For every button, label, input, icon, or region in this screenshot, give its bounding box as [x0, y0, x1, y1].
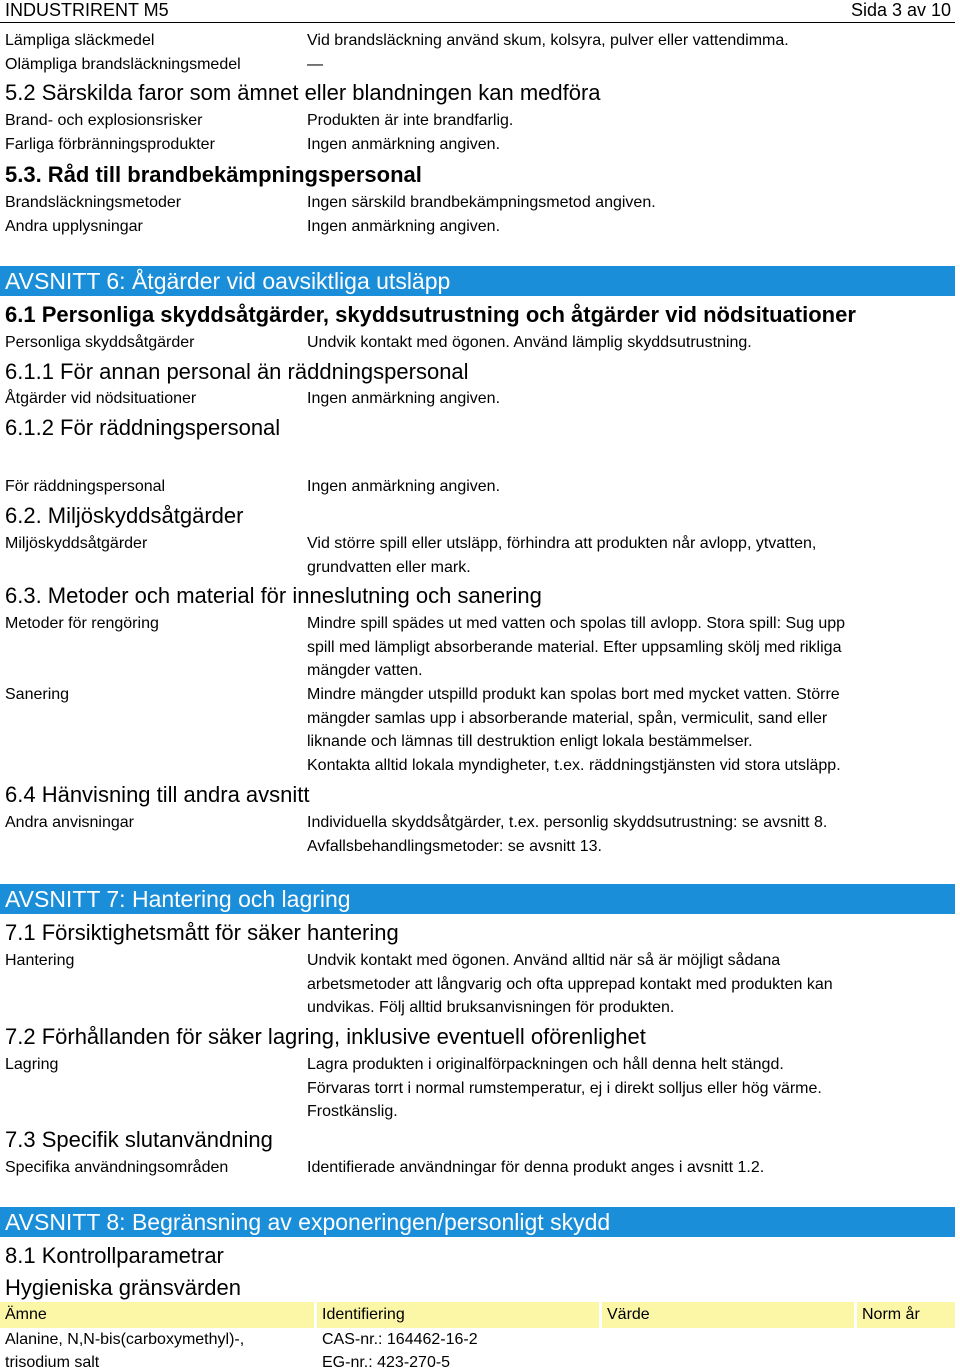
value-line: Kontakta alltid lokala myndigheter, t.ex. räddningstjänsten vid stora utsläpp. — [307, 756, 841, 774]
row-label: Brandsläckningsmetoder — [5, 194, 182, 211]
row-label: Personliga skyddsåtgärder — [5, 334, 195, 351]
row-value-block — [307, 811, 927, 858]
row-label: Hantering — [5, 952, 75, 969]
section-heading-5-3: 5.3. Råd till brandbekämpningspersonal — [5, 162, 422, 187]
row-value: Identifierade användningar för denna produkt anges i avsnitt 1.2. — [307, 1159, 765, 1176]
row-value-block — [307, 612, 927, 683]
section-heading-5-2: 5.2 Särskilda faror som ämnet eller blandningen kan medföra — [5, 80, 601, 105]
value-line: Lagra produkten i originalförpackningen och håll denna helt stängd. — [307, 1056, 784, 1073]
table-cell-ident: EG-nr.: 423-270-5 — [322, 1354, 451, 1371]
section-title-7: AVSNITT 7: Hantering och lagring — [5, 886, 351, 912]
row-label: Sanering — [5, 686, 70, 703]
header-rule — [0, 22, 955, 23]
value-line: Individuella skyddsåtgärder, t.ex. personlig skyddsutrustning: se avsnitt 8. — [307, 814, 828, 831]
section-heading-6-4: 6.4 Hänvisning till andra avsnitt — [5, 782, 310, 807]
value-line: Vid större spill eller utsläpp, förhindra att produkten når avlopp, ytvatten, — [307, 535, 817, 552]
subsection-heading-hygiene: Hygieniska gränsvärden — [5, 1275, 242, 1300]
section-heading-6-3: 6.3. Metoder och material för inneslutning och sanering — [5, 583, 542, 608]
row-value: Ingen anmärkning angiven. — [307, 478, 501, 495]
page-number: Sida 3 av 10 — [851, 0, 952, 20]
section-title-8: AVSNITT 8: Begränsning av exponeringen/personligt skydd — [5, 1209, 611, 1235]
section-band-8 — [0, 1207, 955, 1237]
table-cell-substance: trisodium salt — [5, 1354, 100, 1371]
section-title-6: AVSNITT 6: Åtgärder vid oavsiktliga utsläpp — [5, 268, 451, 294]
row-label: Metoder för rengöring — [5, 615, 159, 632]
row-value: Ingen anmärkning angiven. — [307, 136, 501, 153]
row-label: Brand- och explosionsrisker — [5, 112, 203, 129]
value-line: mängder samlas upp i absorberande material, spån, vermiculit, sand eller — [307, 709, 828, 727]
row-value-block — [307, 532, 927, 579]
value-line: liknande och lämnas till destruktion enligt lokala bestämmelser. — [307, 733, 753, 750]
table-header-cell: Ämne — [0, 1302, 314, 1328]
value-line: Undvik kontakt med ögonen. Använd alltid när så är möjligt sådana — [307, 952, 781, 969]
row-value: Ingen anmärkning angiven. — [307, 390, 501, 407]
row-label: Åtgärder vid nödsituationer — [5, 390, 197, 407]
section-band-6 — [0, 266, 955, 296]
row-label: Specifika användningsområden — [5, 1159, 229, 1176]
value-line: arbetsmetoder att långvarig och ofta upprepad kontakt med produkten kan — [307, 975, 833, 993]
row-label: Olämpliga brandsläckningsmedel — [5, 56, 241, 73]
row-label: Lagring — [5, 1056, 59, 1073]
row-value: Ingen särskild brandbekämpningsmetod angiven. — [307, 194, 656, 211]
table-cell-substance: Alanine, N,N-bis(carboxymethyl)-, — [5, 1331, 245, 1348]
section-heading-6-2: 6.2. Miljöskyddsåtgärder — [5, 503, 244, 528]
value-line: spill med lämpligt absorberande material. Efter uppsamling skölj med rikliga — [307, 638, 842, 656]
row-value-block — [307, 949, 927, 1020]
table-cell-ident: CAS-nr.: 164462-16-2 — [322, 1331, 478, 1348]
section-heading-6-1-1: 6.1.1 För annan personal än räddningspersonal — [5, 359, 469, 384]
document-title: INDUSTRIRENT M5 — [5, 0, 169, 20]
value-line: Avfallsbehandlingsmetoder: se avsnitt 13. — [307, 837, 602, 855]
table-header-cell: Norm år — [857, 1302, 955, 1328]
row-value-block — [307, 683, 927, 777]
row-label: Andra upplysningar — [5, 218, 143, 235]
row-label: Andra anvisningar — [5, 814, 134, 831]
value-line: mängder vatten. — [307, 662, 423, 679]
row-label: Lämpliga släckmedel — [5, 32, 155, 49]
row-value: Vid brandsläckning använd skum, kolsyra, pulver eller vattendimma. — [307, 32, 789, 49]
row-label: Farliga förbränningsprodukter — [5, 136, 215, 153]
row-value: Produkten är inte brandfarlig. — [307, 112, 514, 129]
table-header-cell: Värde — [602, 1302, 854, 1328]
section-band-7 — [0, 884, 955, 914]
section-heading-6-1: 6.1 Personliga skyddsåtgärder, skyddsutrustning och åtgärder vid nödsituationer — [5, 302, 856, 327]
value-line: undvikas. Följ alltid bruksanvisningen för produkten. — [307, 999, 675, 1016]
value-line: Förvaras torrt i normal rumstemperatur, ej i direkt solljus eller hög värme. — [307, 1079, 822, 1097]
row-value: Undvik kontakt med ögonen. Använd lämplig skyddsutrustning. — [307, 334, 752, 351]
row-label: Miljöskyddsåtgärder — [5, 535, 148, 552]
section-heading-7-2: 7.2 Förhållanden för säker lagring, inklusive eventuell oförenlighet — [5, 1024, 646, 1049]
row-value: Ingen anmärkning angiven. — [307, 218, 501, 235]
table-header-cell: Identifiering — [317, 1302, 599, 1328]
row-value-block — [307, 1053, 927, 1124]
value-line: Frostkänslig. — [307, 1103, 398, 1120]
section-heading-8-1: 8.1 Kontrollparametrar — [5, 1243, 224, 1268]
row-value: — — [307, 56, 323, 73]
value-line: Mindre mängder utspilld produkt kan spolas bort med mycket vatten. Större — [307, 686, 840, 703]
value-line: grundvatten eller mark. — [307, 558, 471, 576]
section-heading-6-1-2: 6.1.2 För räddningspersonal — [5, 415, 281, 440]
value-line: Mindre spill spädes ut med vatten och spolas till avlopp. Stora spill: Sug upp — [307, 615, 846, 632]
section-heading-7-1: 7.1 Försiktighetsmått för säker hantering — [5, 920, 399, 945]
row-label: För räddningspersonal — [5, 478, 166, 495]
section-heading-7-3: 7.3 Specifik slutanvändning — [5, 1127, 273, 1152]
